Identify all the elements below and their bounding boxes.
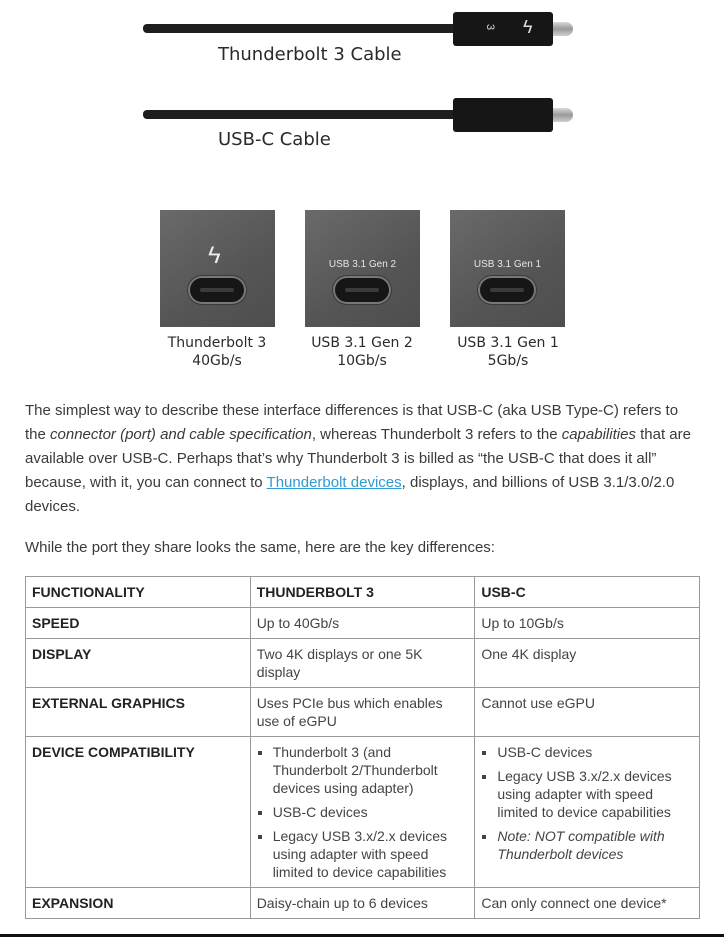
cell-tb3-display: Two 4K displays or one 5K display: [250, 639, 475, 688]
list-item: ▪ Legacy USB 3.x/2.x devices using adapter with speed limited to device capabilities: [273, 827, 469, 881]
table-row: [26, 608, 700, 639]
comparison-table: [25, 576, 700, 919]
header-functionality: FUNCTIONALITY: [26, 577, 251, 608]
usb-c-cable-image: [143, 106, 575, 122]
cell-tb3-compat: [250, 737, 475, 888]
cell-usbc-egpu: Cannot use eGPU: [475, 688, 700, 737]
header-thunderbolt-3: THUNDERBOLT 3: [250, 577, 475, 608]
port-face-text: USB 3.1 Gen 2: [328, 259, 397, 270]
lead-paragraph: While the port they share looks the same, here are the key differences:: [25, 539, 495, 556]
header-usb-c: USB-C: [475, 577, 700, 608]
thunderbolt-3-cable-image: [143, 17, 575, 37]
list-item: ▪ Legacy USB 3.x/2.x devices using adapter with speed limited to device capabilities: [497, 767, 693, 821]
row-label-display: DISPLAY: [26, 639, 251, 688]
table-row: [26, 639, 700, 688]
row-label-speed: SPEED: [26, 608, 251, 639]
list-item: ▪ Note: NOT compatible with Thunderbolt devices: [497, 827, 693, 863]
row-label-expansion: EXPANSION: [26, 888, 251, 919]
thunderbolt-3-icon: 3: [484, 23, 497, 31]
cell-usbc-speed: Up to 10Gb/s: [475, 608, 700, 639]
thunderbolt-3-port-caption: Thunderbolt 3 40Gb/s: [167, 335, 267, 369]
cell-usbc-expansion: Can only connect one device*: [475, 888, 700, 919]
list-item: ▪ Thunderbolt 3 (and Thunderbolt 2/Thunderbolt devices using adapter): [273, 743, 469, 797]
usb-3-1-gen-1-port-image: [450, 210, 565, 327]
port-face-text: USB 3.1 Gen 1: [473, 259, 542, 270]
thunderbolt-3-cable-label: Thunderbolt 3 Cable: [218, 44, 402, 65]
list-item: ▪ USB-C devices: [273, 803, 469, 821]
usb-c-cable-label: USB-C Cable: [218, 129, 331, 150]
thunderbolt-bolt-icon: ϟ: [523, 17, 533, 37]
usb-3-1-gen-1-port-caption: USB 3.1 Gen 1 5Gb/s: [457, 335, 559, 369]
usb-3-1-gen-2-port-image: [305, 210, 420, 327]
thunderbolt-3-port-image: [160, 210, 275, 327]
usb-3-1-gen-2-port-caption: USB 3.1 Gen 2 10Gb/s: [311, 335, 413, 369]
row-label-external-graphics: EXTERNAL GRAPHICS: [26, 688, 251, 737]
thunderbolt-bolt-icon: ϟ: [208, 242, 221, 269]
cell-tb3-egpu: Uses PCIe bus which enables use of eGPU: [250, 688, 475, 737]
cell-tb3-expansion: Daisy-chain up to 6 devices: [250, 888, 475, 919]
cell-usbc-display: One 4K display: [475, 639, 700, 688]
intro-paragraph: The simplest way to describe these interface differences is that USB-C (aka USB Type-C) refers to the connector (port) and cable specification, whereas Thunderbolt 3 refers to the capabilities that are available over USB-C. Perhaps that’s why Thunderbolt 3 is billed as “the USB-C that does it all” because, with it, you can connect to Thunderbolt devices, displays, and billions of USB 3.1/3.0/2.0 devices.: [25, 402, 691, 515]
cell-tb3-speed: Up to 40Gb/s: [250, 608, 475, 639]
table-row: [26, 688, 700, 737]
cell-usbc-compat: [475, 737, 700, 888]
table-row: [26, 888, 700, 919]
table-header-row: [26, 577, 700, 608]
list-item: ▪ USB-C devices: [497, 743, 693, 761]
row-label-device-compatibility: DEVICE COMPATIBILITY: [26, 737, 251, 888]
thunderbolt-devices-link[interactable]: Thunderbolt devices: [266, 474, 402, 491]
table-row: [26, 737, 700, 888]
